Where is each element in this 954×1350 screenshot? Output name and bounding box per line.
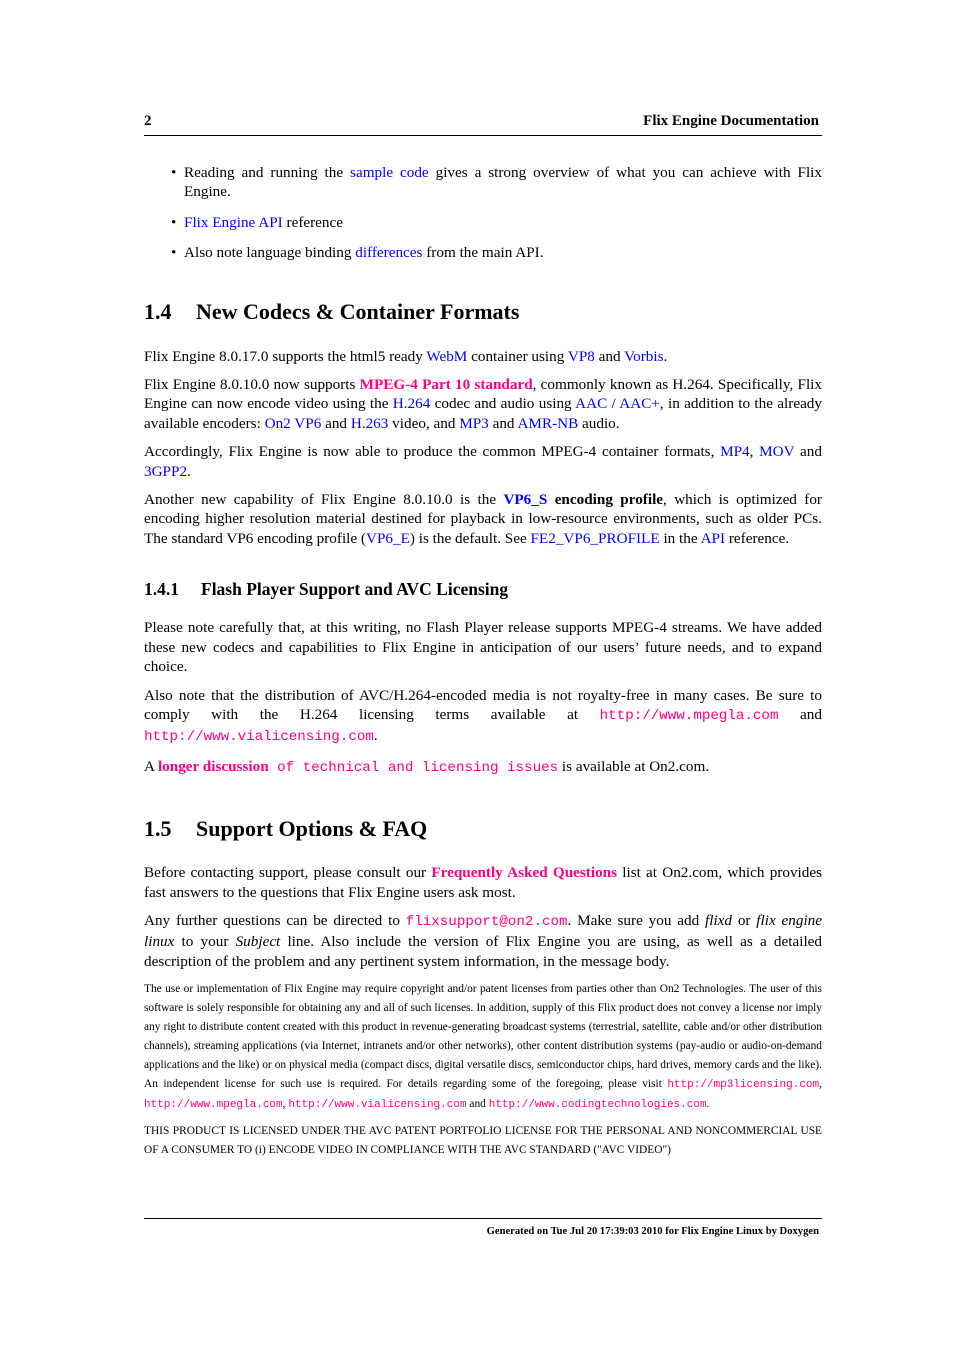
mp4-link[interactable]: MP4	[720, 443, 750, 461]
aac-plus-link[interactable]: AAC+	[619, 395, 660, 413]
h263-link[interactable]: H.263	[350, 414, 389, 432]
on2-vp6-link[interactable]: On2 VP6	[264, 414, 322, 432]
section-heading-1-4: 1.4 New Codecs & Container Formats	[144, 298, 520, 324]
mpegla-url-link-2[interactable]: http://www.mpegla.com	[144, 1099, 283, 1112]
mpeg4-part10-link[interactable]: MPEG-4 Part 10 standard	[359, 376, 533, 394]
mov-link[interactable]: MOV	[759, 443, 795, 461]
list-item: • Flix Engine API reference	[144, 213, 822, 232]
section-heading-1-5: 1.5 Support Options & FAQ	[144, 816, 428, 842]
mp3-link[interactable]: MP3	[459, 414, 489, 432]
mp3licensing-url-link[interactable]: http://mp3licensing.com	[667, 1079, 820, 1092]
longer-discussion-link[interactable]: longer discussion	[157, 757, 269, 775]
paragraph: Please note carefully that, at this writing, no Flash Player release supports MPEG-4 streams. We have added these new codecs and capabilities to Flix Engine in anticipation of our users’ future needs, and to expand choice.	[144, 619, 822, 676]
legal-paragraph: The use or implementation of Flix Engine may require copyright and/or patent licenses from parties other than On2 Technologies. The user of this software is solely responsible for obtaining any and all of such licenses. In addition, supply of this Flix product does not convey a license nor imply any right to distribute content created with this product in revenue-generating broadcast systems (terrestrial, satellite, cable and/or other distribution channels), streaming applications (via Internet, intranets and/or other networks), other content distribution systems (pay-audio or audio-on-demand applications and the like) or on physical media (compact discs, digital versatile discs, semiconductor chips, hard drives, memory cards and the like). An independent license for such use is required. For details regarding some of the foregoing, please visit http://mp3licensing.com, http://www.mpegla.com, http://www.vialicensing.com and http://www.codingtechnologies.com.	[144, 983, 822, 1112]
fe2-vp6-profile-link[interactable]: FE2_VP6_PROFILE	[530, 529, 660, 547]
api-link[interactable]: API	[700, 529, 726, 547]
aac-link[interactable]: AAC	[575, 395, 608, 413]
paragraph: A longer discussion of technical and licensing issues is available at On2.com.	[144, 757, 710, 776]
3gpp2-link[interactable]: 3GPP2	[144, 462, 188, 480]
faq-link[interactable]: Frequently Asked Questions	[431, 864, 618, 882]
mpegla-url-link[interactable]: http://www.mpegla.com	[599, 707, 779, 724]
vialicensing-url-link-2[interactable]: http://www.vialicensing.com	[288, 1099, 467, 1112]
subsection-heading-1-4-1: 1.4.1 Flash Player Support and AVC Licensing	[144, 579, 509, 600]
bullet-list	[144, 163, 822, 263]
page-footer	[144, 1218, 822, 1237]
vp6e-link[interactable]: VP6_E	[366, 529, 410, 547]
footer-generated-text: Generated on Tue Jul 20 17:39:03 2010 for Flix Engine Linux by Doxygen	[486, 1226, 819, 1237]
codingtechnologies-url-link[interactable]: http://www.codingtechnologies.com	[488, 1099, 707, 1112]
webm-link[interactable]: WebM	[426, 347, 468, 365]
paragraph: Before contacting support, please consult our Frequently Asked Questions list at On2.com, which provides fast answers to the questions that Flix Engine users ask most.	[144, 864, 823, 901]
vp8-link[interactable]: VP8	[567, 347, 595, 365]
differences-link[interactable]: differences	[355, 244, 423, 262]
avc-license-paragraph: THIS PRODUCT IS LICENSED UNDER THE AVC PATENT PORTFOLIO LICENSE FOR THE PERSONAL AND NONCOMMERCIAL USE OF A CONSUMER TO (i) ENCODE VIDEO IN COMPLIANCE WITH THE AVC STANDARD ("AVC VIDEO")	[144, 1125, 822, 1157]
list-item: • Reading and running the sample code gives a strong overview of what you can achieve with Flix Engine.	[144, 163, 822, 202]
legal-notice	[144, 980, 822, 1160]
list-item: • Also note language binding differences from the main API.	[144, 243, 822, 262]
vorbis-link[interactable]: Vorbis	[624, 347, 664, 365]
vp6s-link[interactable]: VP6_S	[503, 491, 548, 509]
paragraph: Flix Engine 8.0.17.0 supports the html5 ready WebM container using VP8 and Vorbis.	[144, 347, 668, 365]
vialicensing-url-link[interactable]: http://www.vialicensing.com	[144, 729, 374, 746]
page-header	[144, 113, 822, 136]
paragraph: Flix Engine 8.0.10.0 now supports MPEG-4 Part 10 standard, commonly known as H.264. Specifically, Flix Engine can now encode video using the H.264 codec and audio using AAC / AAC+, in addition to the already available encoders: On2 VP6 and H.263 video, and MP3 and AMR-NB audio.	[144, 376, 822, 432]
paragraph: Also note that the distribution of AVC/H.264-encoded media is not royalty-free in many cases. Be sure to comply with the H.264 licensing terms available at http://www.mpegla.com and http://www.vialicensing.com.	[144, 686, 822, 746]
paragraph: Accordingly, Flix Engine is now able to produce the common MPEG-4 container formats, MP4, MOV and 3GPP2.	[144, 443, 822, 480]
page-number: 2	[144, 113, 152, 129]
support-email-link[interactable]: flixsupport@on2.com	[405, 913, 568, 930]
sample-code-link[interactable]: sample code	[350, 164, 429, 181]
document-title: Flix Engine Documentation	[643, 113, 819, 129]
flix-engine-api-link[interactable]: Flix Engine API	[184, 213, 283, 231]
page-content	[144, 163, 822, 1167]
paragraph: Another new capability of Flix Engine 8.0.10.0 is the VP6_S encoding profile, which is optimized for encoding higher resolution material destined for playback in low-resource environments, such as older PCs. The standard VP6 encoding profile (VP6_E) is the default. See FE2_VP6_PROFILE in the API reference.	[144, 491, 822, 547]
technical-issues-text[interactable]: of technical and licensing issues	[268, 759, 559, 776]
h264-link[interactable]: H.264	[392, 395, 431, 413]
paragraph: Any further questions can be directed to flixsupport@on2.com. Make sure you add flixd or flix engine linux to your Subject line. Also include the version of Flix Engine you are using, as well as a detailed description of the problem and any pertinent system information, in the message body.	[144, 911, 823, 970]
amr-nb-link[interactable]: AMR-NB	[517, 414, 579, 432]
